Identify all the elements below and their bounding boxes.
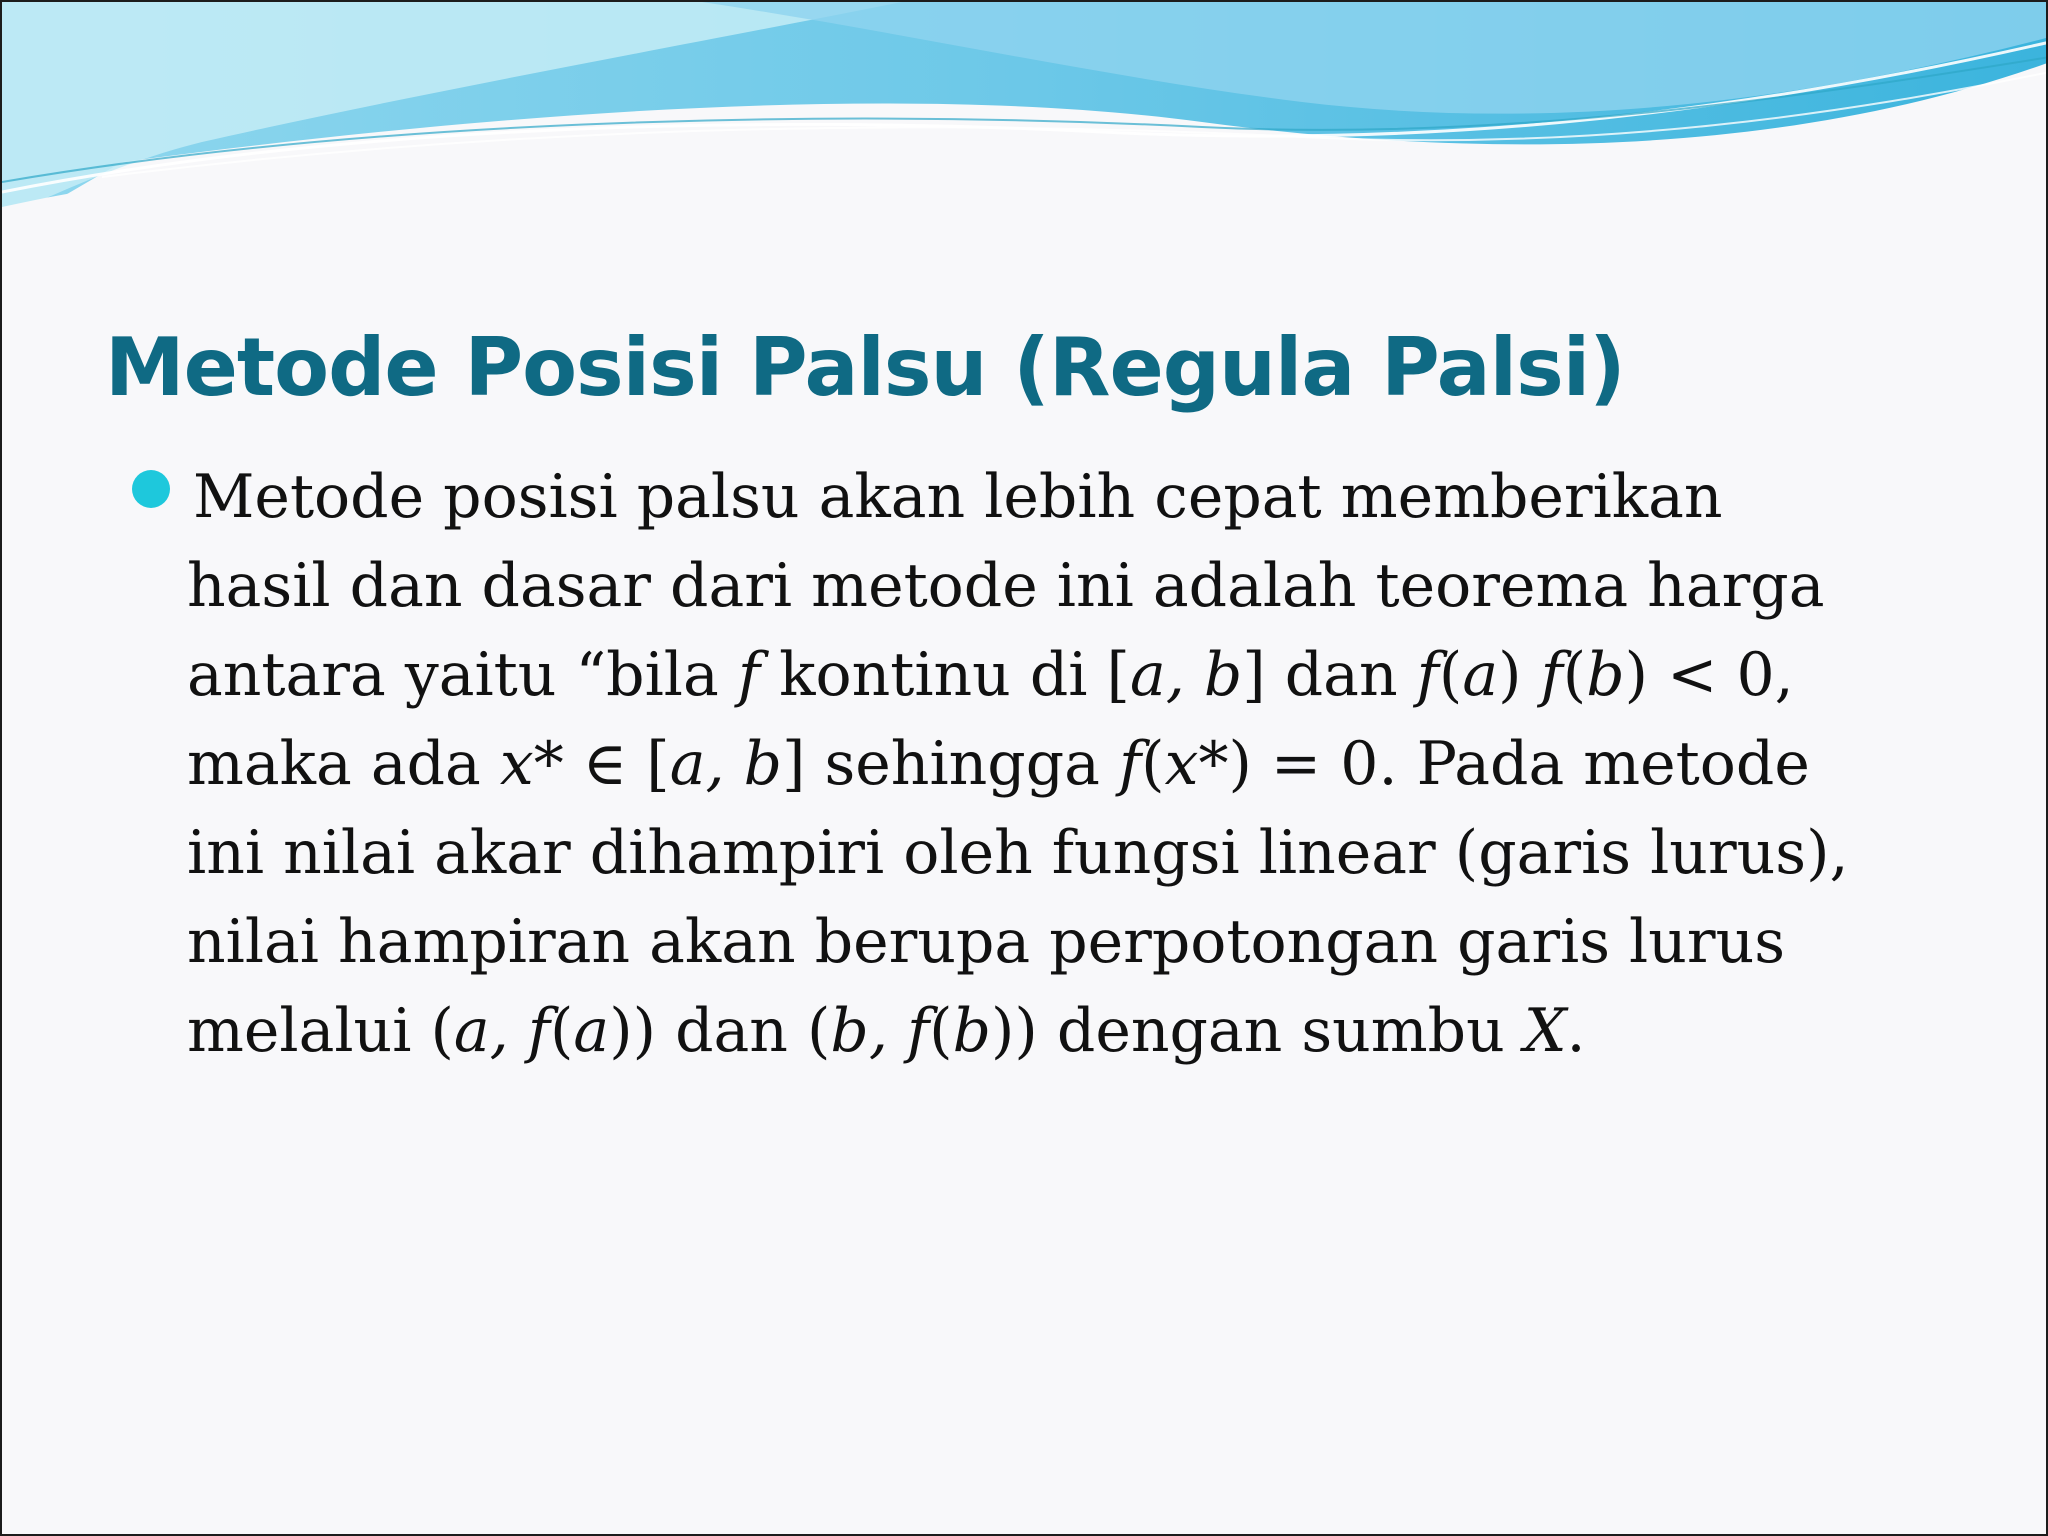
math-var: f xyxy=(1416,640,1439,710)
paragraph-line: Metode posisi palsu akan lebih cepat memberikan xyxy=(193,462,1723,532)
text-run: ( xyxy=(1438,640,1463,710)
math-var: X xyxy=(1523,996,1567,1066)
text-run: ) xyxy=(1498,640,1541,710)
math-var: f xyxy=(737,640,761,710)
header-wave-decoration xyxy=(2,2,2048,242)
paragraph-line xyxy=(187,987,1947,1076)
text-run: kontinu di [ xyxy=(760,640,1130,710)
math-var: x xyxy=(499,729,534,799)
text-run: maka ada xyxy=(187,729,500,799)
text-run: ( xyxy=(1562,640,1587,710)
text-run: ( xyxy=(929,996,953,1066)
text-run: ] sehingga xyxy=(782,729,1119,799)
text-run: ) < 0, xyxy=(1624,640,1794,710)
math-var: a xyxy=(1462,640,1499,710)
text-run: )) dengan sumbu xyxy=(991,996,1524,1066)
slide-title: Metode Posisi Palsu (Regula Palsi) xyxy=(105,321,1625,414)
text-run: ] dan xyxy=(1242,640,1417,710)
text-run: ( xyxy=(1141,729,1165,799)
bullet-dot-icon xyxy=(132,470,170,508)
math-var: a, b xyxy=(669,729,783,799)
text-run: *) = 0. Pada metode xyxy=(1198,729,1810,799)
math-var: a, b xyxy=(1129,640,1243,710)
text-run: )) dan ( xyxy=(609,996,831,1066)
paragraph-line: nilai hampiran akan berupa perpotongan garis lurus xyxy=(187,907,1785,977)
math-var: x xyxy=(1164,729,1199,799)
math-var: a, f xyxy=(453,996,550,1066)
math-var: f xyxy=(1540,640,1563,710)
math-var: f xyxy=(1118,729,1142,799)
math-var: a xyxy=(573,996,610,1066)
text-run: antara yaitu “bila xyxy=(187,640,738,710)
paragraph-line xyxy=(187,720,1947,809)
paragraph-line: ini nilai akar dihampiri oleh fungsi linear (garis lurus), xyxy=(187,818,1849,888)
math-var: b xyxy=(952,996,992,1066)
paragraph-line xyxy=(187,631,1947,720)
text-run: . xyxy=(1566,996,1586,1066)
math-var: b, f xyxy=(830,996,930,1066)
math-var: b xyxy=(1586,640,1625,710)
text-run: * ∈ [ xyxy=(533,729,670,799)
paragraph-line: hasil dan dasar dari metode ini adalah teorema harga xyxy=(187,551,1825,621)
text-run: ( xyxy=(550,996,574,1066)
text-run: melalui ( xyxy=(187,996,454,1066)
bullet-paragraph xyxy=(187,453,1947,1076)
